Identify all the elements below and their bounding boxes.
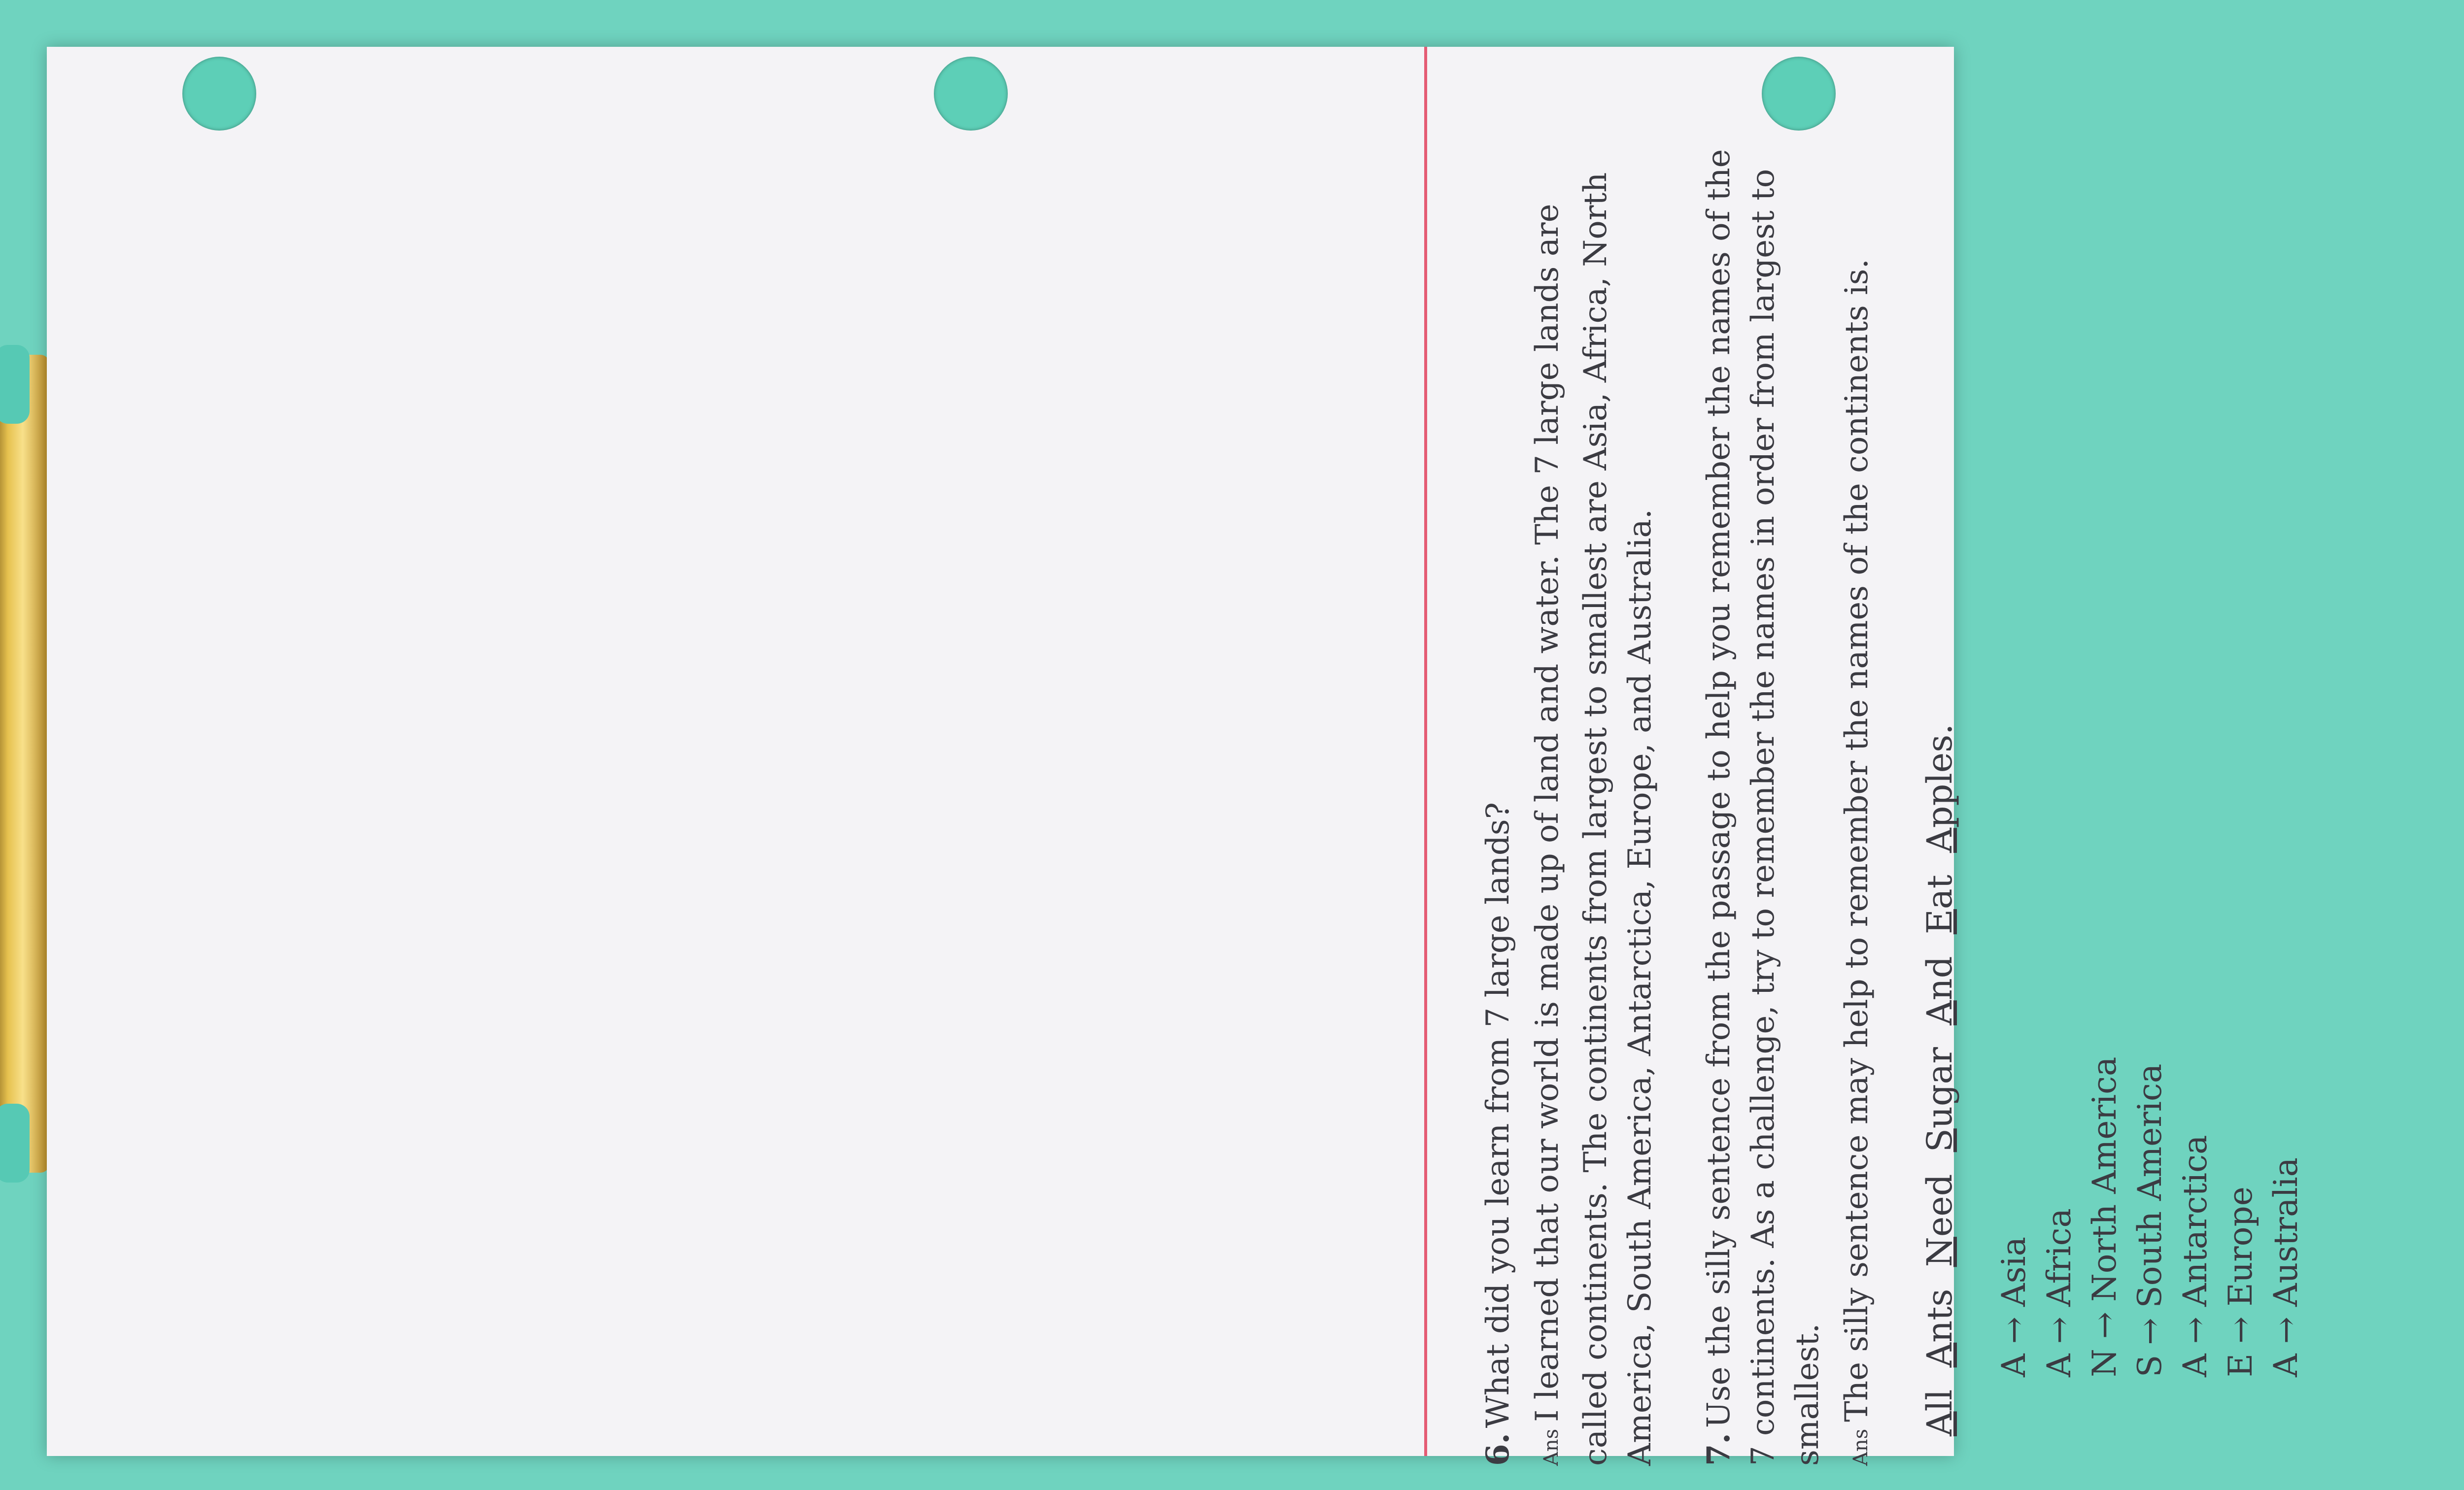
question-number: 6. bbox=[1479, 1433, 1516, 1466]
list-item: A→Antarctica bbox=[2176, 1135, 2214, 1377]
notebook-page bbox=[47, 47, 2305, 1466]
handwritten-content bbox=[1476, 135, 2464, 1466]
question-6 bbox=[1476, 135, 1520, 1466]
margin-line bbox=[1424, 47, 1427, 1456]
mnemonic-word: Ants bbox=[1919, 1288, 1960, 1368]
mnemonic-word: Need bbox=[1919, 1174, 1960, 1267]
list-item: S→South America bbox=[2131, 1063, 2169, 1377]
answer-label: Ans bbox=[1540, 1428, 1563, 1466]
list-item: N→North America bbox=[2086, 1056, 2123, 1377]
clip-cap-top bbox=[0, 345, 30, 424]
answer-6 bbox=[1525, 135, 1662, 1466]
question-7 bbox=[1697, 135, 1830, 1466]
mnemonic-word: Eat bbox=[1919, 875, 1960, 935]
punch-hole-bottom bbox=[1762, 57, 1836, 131]
list-item: A→Australia bbox=[2267, 1157, 2305, 1377]
continent-list bbox=[1991, 135, 2309, 1377]
mnemonic-word: And bbox=[1919, 956, 1960, 1025]
mnemonic-word: Apples. bbox=[1919, 723, 1960, 853]
list-item: A→Africa bbox=[2040, 1208, 2078, 1377]
answer-7 bbox=[1835, 135, 1883, 1466]
question-text: Use the silly sentence from the passage to help you remember the names of the 7 continents. As a challenge, try to remember the names in order from largest to smallest. bbox=[1701, 149, 1826, 1466]
answer-text: The silly sentence may help to remember the names of the continents is. bbox=[1839, 259, 1875, 1422]
list-item: E→Europe bbox=[2222, 1186, 2259, 1377]
mnemonic-sentence bbox=[1917, 135, 1962, 1436]
clipboard-clip bbox=[0, 355, 49, 1173]
mnemonic-word: Sugar bbox=[1919, 1047, 1960, 1152]
punch-hole-middle bbox=[934, 57, 1008, 131]
question-text: What did you learn from 7 large lands? bbox=[1480, 802, 1516, 1428]
answer-label: Ans bbox=[1849, 1428, 1872, 1466]
mnemonic-word: All bbox=[1919, 1389, 1960, 1436]
question-number: 7. bbox=[1700, 1433, 1737, 1466]
answer-text: I learned that our world is made up of land and water. The 7 large lands are called continents. The continents from largest to smallest are Asia, Africa, North America, South America, Antarctica, Europe, and Australia. bbox=[1529, 172, 1658, 1466]
list-item: A→Asia bbox=[1995, 1237, 2033, 1377]
punch-hole-top bbox=[182, 57, 256, 131]
clip-cap-bottom bbox=[0, 1104, 30, 1183]
